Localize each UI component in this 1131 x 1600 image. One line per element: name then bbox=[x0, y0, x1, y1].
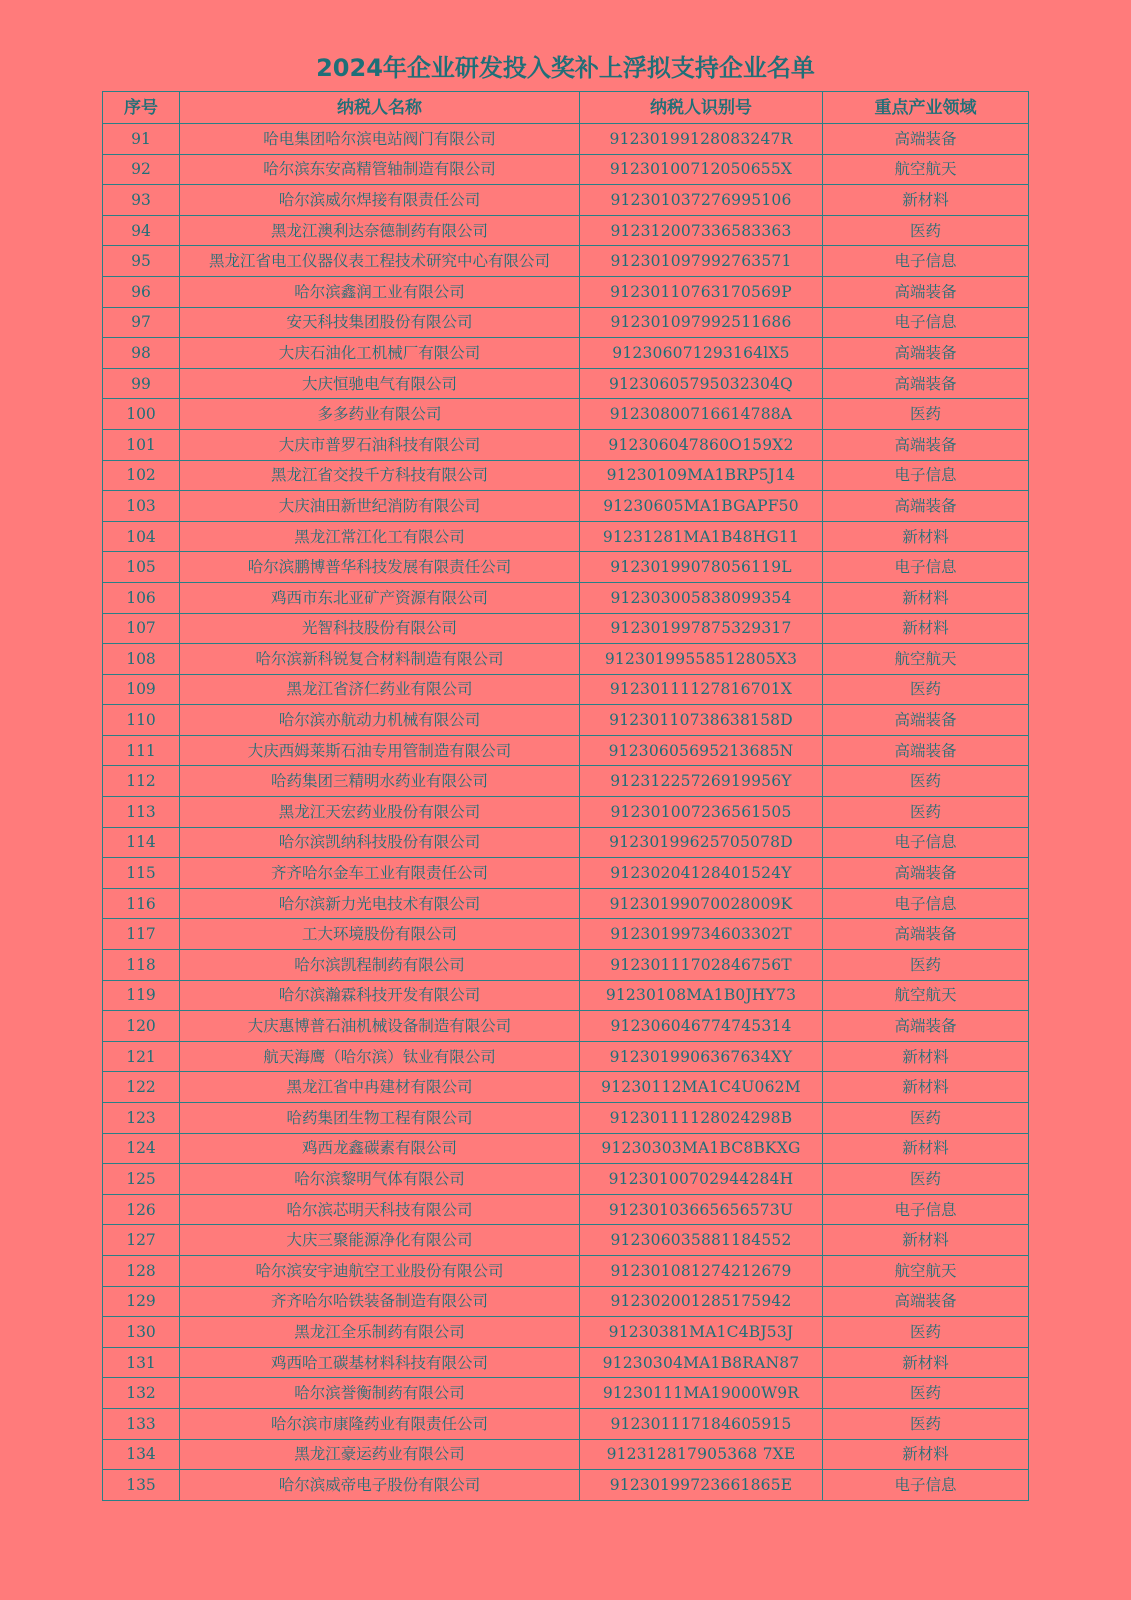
cell-industry-field: 高端装备 bbox=[823, 124, 1029, 155]
cell-tax-id: 91230111127816701X bbox=[580, 674, 823, 705]
cell-industry-field: 高端装备 bbox=[823, 429, 1029, 460]
table-row bbox=[103, 797, 1029, 828]
cell-tax-id: 91230199625705078D bbox=[580, 827, 823, 858]
cell-index: 125 bbox=[103, 1164, 180, 1195]
cell-index: 119 bbox=[103, 980, 180, 1011]
cell-index: 130 bbox=[103, 1317, 180, 1348]
cell-industry-field: 新材料 bbox=[823, 1072, 1029, 1103]
cell-industry-field: 电子信息 bbox=[823, 460, 1029, 491]
cell-tax-id: 912301081274212679 bbox=[580, 1255, 823, 1286]
cell-industry-field: 新材料 bbox=[823, 1225, 1029, 1256]
cell-index: 127 bbox=[103, 1225, 180, 1256]
cell-tax-id: 91230199558512805X3 bbox=[580, 644, 823, 675]
cell-company-name: 哈尔滨誉衡制药有限公司 bbox=[180, 1378, 580, 1409]
cell-index: 107 bbox=[103, 613, 180, 644]
cell-tax-id: 912306046774745314 bbox=[580, 1011, 823, 1042]
cell-tax-id: 912312007336583363 bbox=[580, 215, 823, 246]
table-row bbox=[103, 613, 1029, 644]
cell-industry-field: 新材料 bbox=[823, 582, 1029, 613]
cell-industry-field: 高端装备 bbox=[823, 1286, 1029, 1317]
table-row bbox=[103, 1072, 1029, 1103]
cell-tax-id: 912303005838099354 bbox=[580, 582, 823, 613]
cell-company-name: 哈尔滨凯程制药有限公司 bbox=[180, 950, 580, 981]
cell-tax-id: 91230381MA1C4BJ53J bbox=[580, 1317, 823, 1348]
cell-company-name: 哈药集团三精明水药业有限公司 bbox=[180, 766, 580, 797]
cell-tax-id: 91230605695213685N bbox=[580, 735, 823, 766]
cell-industry-field: 高端装备 bbox=[823, 276, 1029, 307]
cell-tax-id: 91230110763170569P bbox=[580, 276, 823, 307]
cell-company-name: 大庆石油化工机械厂有限公司 bbox=[180, 338, 580, 369]
cell-company-name: 黑龙江澳利达奈德制药有限公司 bbox=[180, 215, 580, 246]
cell-company-name: 齐齐哈尔金车工业有限责任公司 bbox=[180, 858, 580, 889]
table-row bbox=[103, 368, 1029, 399]
table-row bbox=[103, 735, 1029, 766]
table-row bbox=[103, 1164, 1029, 1195]
table-row bbox=[103, 919, 1029, 950]
cell-tax-id: 91230304MA1B8RAN87 bbox=[580, 1347, 823, 1378]
cell-company-name: 黑龙江省济仁药业有限公司 bbox=[180, 674, 580, 705]
column-header-name: 纳税人名称 bbox=[180, 92, 580, 124]
table-row bbox=[103, 521, 1029, 552]
table-row bbox=[103, 338, 1029, 369]
cell-index: 133 bbox=[103, 1408, 180, 1439]
cell-industry-field: 医药 bbox=[823, 674, 1029, 705]
cell-index: 97 bbox=[103, 307, 180, 338]
table-row bbox=[103, 1317, 1029, 1348]
cell-index: 104 bbox=[103, 521, 180, 552]
cell-index: 126 bbox=[103, 1194, 180, 1225]
table-row bbox=[103, 644, 1029, 675]
cell-index: 113 bbox=[103, 797, 180, 828]
cell-company-name: 大庆市普罗石油科技有限公司 bbox=[180, 429, 580, 460]
cell-index: 118 bbox=[103, 950, 180, 981]
table-body bbox=[103, 124, 1029, 1501]
table-row bbox=[103, 1225, 1029, 1256]
table-row bbox=[103, 1347, 1029, 1378]
cell-company-name: 黑龙江天宏药业股份有限公司 bbox=[180, 797, 580, 828]
cell-company-name: 哈尔滨芯明天科技有限公司 bbox=[180, 1194, 580, 1225]
cell-index: 109 bbox=[103, 674, 180, 705]
table-row bbox=[103, 1041, 1029, 1072]
cell-index: 116 bbox=[103, 888, 180, 919]
table-row bbox=[103, 1133, 1029, 1164]
cell-industry-field: 新材料 bbox=[823, 1347, 1029, 1378]
cell-industry-field: 电子信息 bbox=[823, 246, 1029, 277]
table-row bbox=[103, 246, 1029, 277]
cell-company-name: 大庆恒驰电气有限公司 bbox=[180, 368, 580, 399]
cell-industry-field: 医药 bbox=[823, 797, 1029, 828]
cell-index: 94 bbox=[103, 215, 180, 246]
cell-company-name: 哈电集团哈尔滨电站阀门有限公司 bbox=[180, 124, 580, 155]
cell-industry-field: 高端装备 bbox=[823, 1011, 1029, 1042]
cell-tax-id: 91230111128024298B bbox=[580, 1103, 823, 1134]
cell-index: 101 bbox=[103, 429, 180, 460]
cell-industry-field: 航空航天 bbox=[823, 980, 1029, 1011]
cell-company-name: 哈尔滨新力光电技术有限公司 bbox=[180, 888, 580, 919]
table-row bbox=[103, 491, 1029, 522]
cell-index: 123 bbox=[103, 1103, 180, 1134]
cell-industry-field: 新材料 bbox=[823, 613, 1029, 644]
cell-index: 98 bbox=[103, 338, 180, 369]
table-row bbox=[103, 460, 1029, 491]
table-row bbox=[103, 215, 1029, 246]
table-row bbox=[103, 399, 1029, 430]
cell-tax-id: 91230199078056119L bbox=[580, 552, 823, 583]
cell-tax-id: 912306071293164lX5 bbox=[580, 338, 823, 369]
cell-company-name: 哈尔滨亦航动力机械有限公司 bbox=[180, 705, 580, 736]
cell-industry-field: 医药 bbox=[823, 1378, 1029, 1409]
cell-company-name: 黑龙江豪运药业有限公司 bbox=[180, 1439, 580, 1470]
cell-index: 112 bbox=[103, 766, 180, 797]
cell-company-name: 黑龙江省中冉建材有限公司 bbox=[180, 1072, 580, 1103]
cell-company-name: 黑龙江常江化工有限公司 bbox=[180, 521, 580, 552]
cell-tax-id: 91230111702846756T bbox=[580, 950, 823, 981]
cell-company-name: 多多药业有限公司 bbox=[180, 399, 580, 430]
cell-company-name: 哈尔滨安宇迪航空工业股份有限公司 bbox=[180, 1255, 580, 1286]
cell-company-name: 哈尔滨威尔焊接有限责任公司 bbox=[180, 185, 580, 216]
cell-company-name: 黑龙江省电工仪器仪表工程技术研究中心有限公司 bbox=[180, 246, 580, 277]
cell-index: 99 bbox=[103, 368, 180, 399]
cell-industry-field: 医药 bbox=[823, 1164, 1029, 1195]
cell-industry-field: 电子信息 bbox=[823, 1194, 1029, 1225]
table-row bbox=[103, 827, 1029, 858]
table-row bbox=[103, 1011, 1029, 1042]
cell-company-name: 光智科技股份有限公司 bbox=[180, 613, 580, 644]
table-row bbox=[103, 582, 1029, 613]
cell-index: 114 bbox=[103, 827, 180, 858]
cell-index: 100 bbox=[103, 399, 180, 430]
cell-index: 106 bbox=[103, 582, 180, 613]
cell-tax-id: 912306047860O159X2 bbox=[580, 429, 823, 460]
cell-tax-id: 91230605MA1BGAPF50 bbox=[580, 491, 823, 522]
cell-company-name: 大庆油田新世纪消防有限公司 bbox=[180, 491, 580, 522]
table-row bbox=[103, 858, 1029, 889]
table-row bbox=[103, 1408, 1029, 1439]
cell-tax-id: 91230199723661865E bbox=[580, 1470, 823, 1501]
cell-index: 115 bbox=[103, 858, 180, 889]
table-row bbox=[103, 307, 1029, 338]
table-row bbox=[103, 888, 1029, 919]
cell-company-name: 鸡西市东北亚矿产资源有限公司 bbox=[180, 582, 580, 613]
cell-index: 92 bbox=[103, 154, 180, 185]
cell-company-name: 哈尔滨凯纳科技股份有限公司 bbox=[180, 827, 580, 858]
cell-tax-id: 91230800716614788A bbox=[580, 399, 823, 430]
cell-tax-id: 912301097992763571 bbox=[580, 246, 823, 277]
cell-index: 96 bbox=[103, 276, 180, 307]
column-header-tax-id: 纳税人识别号 bbox=[580, 92, 823, 124]
cell-index: 129 bbox=[103, 1286, 180, 1317]
cell-company-name: 大庆西姆莱斯石油专用管制造有限公司 bbox=[180, 735, 580, 766]
cell-tax-id: 91230199070028009K bbox=[580, 888, 823, 919]
table-row bbox=[103, 1470, 1029, 1501]
cell-index: 134 bbox=[103, 1439, 180, 1470]
cell-tax-id: 91230204128401524Y bbox=[580, 858, 823, 889]
cell-company-name: 鸡西哈工碳基材料科技有限公司 bbox=[180, 1347, 580, 1378]
cell-tax-id: 91231281MA1B48HG11 bbox=[580, 521, 823, 552]
cell-industry-field: 医药 bbox=[823, 1103, 1029, 1134]
cell-company-name: 哈尔滨瀚霖科技开发有限公司 bbox=[180, 980, 580, 1011]
cell-industry-field: 新材料 bbox=[823, 1041, 1029, 1072]
cell-company-name: 哈尔滨鹏博普华科技发展有限责任公司 bbox=[180, 552, 580, 583]
cell-company-name: 航天海鹰（哈尔滨）钛业有限公司 bbox=[180, 1041, 580, 1072]
cell-index: 95 bbox=[103, 246, 180, 277]
cell-tax-id: 912301037276995106 bbox=[580, 185, 823, 216]
cell-industry-field: 医药 bbox=[823, 766, 1029, 797]
cell-tax-id: 91230111MA19000W9R bbox=[580, 1378, 823, 1409]
cell-company-name: 哈尔滨市康隆药业有限责任公司 bbox=[180, 1408, 580, 1439]
cell-industry-field: 医药 bbox=[823, 215, 1029, 246]
cell-tax-id: 91230103665656573U bbox=[580, 1194, 823, 1225]
cell-tax-id: 912301097992511686 bbox=[580, 307, 823, 338]
cell-index: 117 bbox=[103, 919, 180, 950]
cell-industry-field: 新材料 bbox=[823, 1133, 1029, 1164]
cell-company-name: 大庆惠博普石油机械设备制造有限公司 bbox=[180, 1011, 580, 1042]
cell-industry-field: 高端装备 bbox=[823, 735, 1029, 766]
cell-industry-field: 医药 bbox=[823, 399, 1029, 430]
cell-company-name: 哈尔滨东安高精管轴制造有限公司 bbox=[180, 154, 580, 185]
cell-company-name: 哈药集团生物工程有限公司 bbox=[180, 1103, 580, 1134]
cell-industry-field: 高端装备 bbox=[823, 919, 1029, 950]
cell-industry-field: 高端装备 bbox=[823, 858, 1029, 889]
cell-company-name: 哈尔滨威帝电子股份有限公司 bbox=[180, 1470, 580, 1501]
document-title: 2024年企业研发投入奖补上浮拟支持企业名单 bbox=[316, 54, 815, 82]
cell-index: 110 bbox=[103, 705, 180, 736]
cell-tax-id: 91230110738638158D bbox=[580, 705, 823, 736]
enterprise-table bbox=[102, 91, 1029, 1501]
cell-tax-id: 91230605795032304Q bbox=[580, 368, 823, 399]
table-row bbox=[103, 980, 1029, 1011]
cell-company-name: 工大环境股份有限公司 bbox=[180, 919, 580, 950]
cell-industry-field: 航空航天 bbox=[823, 154, 1029, 185]
table-header-row bbox=[103, 92, 1029, 124]
cell-industry-field: 高端装备 bbox=[823, 705, 1029, 736]
cell-tax-id: 912301117184605915 bbox=[580, 1408, 823, 1439]
cell-index: 128 bbox=[103, 1255, 180, 1286]
table-row bbox=[103, 1378, 1029, 1409]
table-row bbox=[103, 1194, 1029, 1225]
cell-index: 93 bbox=[103, 185, 180, 216]
cell-industry-field: 航空航天 bbox=[823, 1255, 1029, 1286]
cell-company-name: 安天科技集团股份有限公司 bbox=[180, 307, 580, 338]
cell-company-name: 齐齐哈尔哈铁装备制造有限公司 bbox=[180, 1286, 580, 1317]
cell-index: 135 bbox=[103, 1470, 180, 1501]
cell-industry-field: 医药 bbox=[823, 950, 1029, 981]
cell-index: 111 bbox=[103, 735, 180, 766]
cell-index: 131 bbox=[103, 1347, 180, 1378]
cell-company-name: 大庆三聚能源净化有限公司 bbox=[180, 1225, 580, 1256]
cell-tax-id: 91230108MA1B0JHY73 bbox=[580, 980, 823, 1011]
cell-industry-field: 医药 bbox=[823, 1408, 1029, 1439]
cell-tax-id: 91230112MA1C4U062M bbox=[580, 1072, 823, 1103]
table-row bbox=[103, 1255, 1029, 1286]
cell-company-name: 黑龙江全乐制药有限公司 bbox=[180, 1317, 580, 1348]
cell-index: 124 bbox=[103, 1133, 180, 1164]
cell-index: 108 bbox=[103, 644, 180, 675]
table-row bbox=[103, 429, 1029, 460]
cell-industry-field: 航空航天 bbox=[823, 644, 1029, 675]
cell-index: 122 bbox=[103, 1072, 180, 1103]
cell-tax-id: 91230100712050655X bbox=[580, 154, 823, 185]
cell-industry-field: 电子信息 bbox=[823, 1470, 1029, 1501]
table-row bbox=[103, 766, 1029, 797]
cell-company-name: 鸡西龙鑫碳素有限公司 bbox=[180, 1133, 580, 1164]
cell-company-name: 哈尔滨新科锐复合材料制造有限公司 bbox=[180, 644, 580, 675]
cell-industry-field: 电子信息 bbox=[823, 552, 1029, 583]
cell-industry-field: 电子信息 bbox=[823, 307, 1029, 338]
cell-tax-id: 91230199128083247R bbox=[580, 124, 823, 155]
cell-industry-field: 新材料 bbox=[823, 1439, 1029, 1470]
table-row bbox=[103, 154, 1029, 185]
cell-tax-id: 91230199734603302T bbox=[580, 919, 823, 950]
cell-tax-id: 91230100702944284H bbox=[580, 1164, 823, 1195]
cell-tax-id: 912301997875329317 bbox=[580, 613, 823, 644]
cell-index: 121 bbox=[103, 1041, 180, 1072]
table-row bbox=[103, 1439, 1029, 1470]
cell-industry-field: 医药 bbox=[823, 1317, 1029, 1348]
cell-company-name: 哈尔滨鑫润工业有限公司 bbox=[180, 276, 580, 307]
cell-index: 103 bbox=[103, 491, 180, 522]
cell-tax-id: 912306035881184552 bbox=[580, 1225, 823, 1256]
cell-index: 105 bbox=[103, 552, 180, 583]
cell-tax-id: 9123019906367634XY bbox=[580, 1041, 823, 1072]
cell-tax-id: 912301007236561505 bbox=[580, 797, 823, 828]
cell-industry-field: 高端装备 bbox=[823, 338, 1029, 369]
cell-tax-id: 91230303MA1BC8BKXG bbox=[580, 1133, 823, 1164]
cell-industry-field: 新材料 bbox=[823, 521, 1029, 552]
cell-index: 102 bbox=[103, 460, 180, 491]
table-row bbox=[103, 1286, 1029, 1317]
cell-industry-field: 高端装备 bbox=[823, 368, 1029, 399]
column-header-index: 序号 bbox=[103, 92, 180, 124]
cell-tax-id: 912302001285175942 bbox=[580, 1286, 823, 1317]
cell-index: 132 bbox=[103, 1378, 180, 1409]
cell-index: 120 bbox=[103, 1011, 180, 1042]
cell-company-name: 哈尔滨黎明气体有限公司 bbox=[180, 1164, 580, 1195]
table-row bbox=[103, 185, 1029, 216]
cell-index: 91 bbox=[103, 124, 180, 155]
table-row bbox=[103, 674, 1029, 705]
table-row bbox=[103, 950, 1029, 981]
table-row bbox=[103, 552, 1029, 583]
cell-tax-id: 91231225726919956Y bbox=[580, 766, 823, 797]
column-header-field: 重点产业领域 bbox=[823, 92, 1029, 124]
cell-tax-id: 91230109MA1BRP5J14 bbox=[580, 460, 823, 491]
cell-tax-id: 912312817905368 7XE bbox=[580, 1439, 823, 1470]
cell-industry-field: 高端装备 bbox=[823, 491, 1029, 522]
table-row bbox=[103, 705, 1029, 736]
table-row bbox=[103, 276, 1029, 307]
cell-industry-field: 电子信息 bbox=[823, 827, 1029, 858]
cell-company-name: 黑龙江省交投千方科技有限公司 bbox=[180, 460, 580, 491]
cell-industry-field: 新材料 bbox=[823, 185, 1029, 216]
cell-industry-field: 电子信息 bbox=[823, 888, 1029, 919]
table-row bbox=[103, 1103, 1029, 1134]
table-row bbox=[103, 124, 1029, 155]
